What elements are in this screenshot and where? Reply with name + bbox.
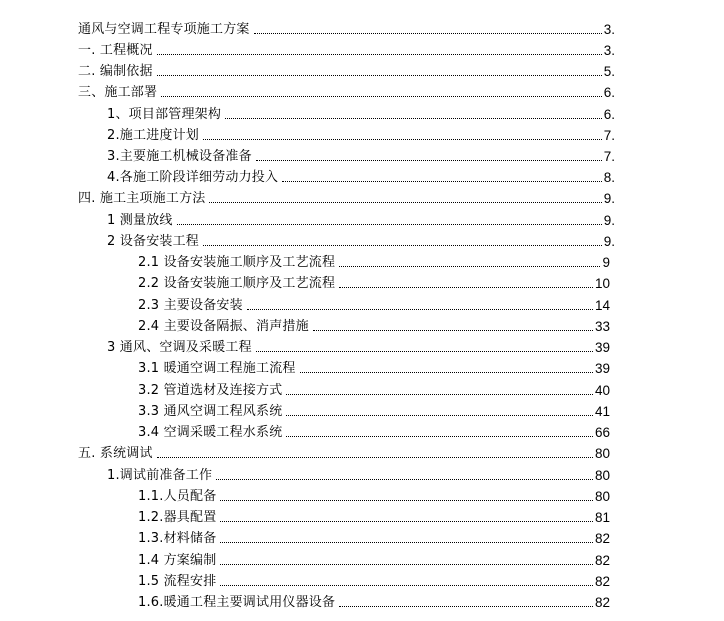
- dot-leader: [286, 436, 593, 437]
- toc-entry[interactable]: [107, 145, 615, 165]
- toc-entry-title: 3.主要施工机械设备准备: [107, 149, 252, 164]
- toc-entry-page: 8.: [603, 170, 615, 185]
- dot-leader: [247, 309, 593, 310]
- dot-leader: [339, 266, 600, 267]
- dot-leader: [286, 394, 593, 395]
- toc-entry-title: 3.2 管道选材及连接方式: [138, 383, 283, 398]
- toc-entry-page: 9: [602, 255, 610, 270]
- toc-entry-title: 二. 编制依据: [78, 64, 153, 79]
- toc-entry-page: 9.: [603, 191, 615, 206]
- toc-entry-title: 2.1 设备安装施工顺序及工艺流程: [138, 255, 336, 270]
- toc-entry-page: 7.: [603, 128, 615, 143]
- dot-leader: [220, 500, 593, 501]
- toc-entry[interactable]: [78, 39, 615, 59]
- toc-entry-title: 3.4 空调采暖工程水系统: [138, 425, 283, 440]
- toc-entry[interactable]: [107, 209, 615, 229]
- dot-leader: [209, 202, 601, 203]
- toc-entry-title: 2.3 主要设备安装: [138, 298, 243, 313]
- toc-entry[interactable]: [138, 527, 610, 547]
- toc-entry[interactable]: [78, 60, 615, 80]
- toc-entry[interactable]: [78, 81, 615, 101]
- dot-leader: [203, 245, 602, 246]
- dot-leader: [177, 224, 602, 225]
- toc-entry[interactable]: [107, 124, 615, 144]
- dot-leader: [339, 287, 593, 288]
- toc-entry-page: 82: [594, 574, 610, 589]
- dot-leader: [300, 372, 593, 373]
- dot-leader: [286, 415, 593, 416]
- toc-entry-page: 10: [594, 276, 610, 291]
- dot-leader: [256, 351, 593, 352]
- toc-entry[interactable]: [138, 485, 610, 505]
- dot-leader: [157, 75, 602, 76]
- toc-entry-page: 82: [594, 595, 610, 610]
- dot-leader: [157, 54, 602, 55]
- toc-entry-page: 40: [594, 383, 610, 398]
- toc-entry-page: 7.: [603, 149, 615, 164]
- toc-entry-page: 39: [594, 361, 610, 376]
- toc-entry[interactable]: [138, 549, 610, 569]
- toc-entry[interactable]: [138, 591, 610, 611]
- toc-entry-page: 6.: [603, 85, 615, 100]
- toc-entry[interactable]: [138, 379, 610, 399]
- toc-entry-page: 5.: [603, 64, 615, 79]
- toc-entry-page: 81: [594, 510, 610, 525]
- dot-leader: [225, 118, 602, 119]
- toc-entry-title: 三、施工部署: [78, 85, 158, 100]
- dot-leader: [339, 606, 593, 607]
- toc-entry-page: 82: [594, 531, 610, 546]
- toc-entry-page: 80: [594, 489, 610, 504]
- dot-leader: [157, 457, 593, 458]
- toc-entry[interactable]: [138, 294, 610, 314]
- toc-entry-title: 3.1 暖通空调工程施工流程: [138, 361, 296, 376]
- toc-entry[interactable]: [107, 230, 615, 250]
- toc-entry-title: 1 测量放线: [107, 213, 173, 228]
- toc-entry-page: 82: [594, 553, 610, 568]
- toc-entry-title: 一. 工程概况: [78, 43, 153, 58]
- toc-entry[interactable]: [138, 506, 610, 526]
- toc-entry-page: 33: [594, 319, 610, 334]
- dot-leader: [161, 96, 602, 97]
- toc-entry[interactable]: [138, 315, 610, 335]
- dot-leader: [256, 160, 602, 161]
- toc-entry-title: 1.6.暖通工程主要调试用仪器设备: [138, 595, 336, 610]
- dot-leader: [220, 564, 593, 565]
- toc-entry-title: 2.4 主要设备隔振、消声措施: [138, 319, 309, 334]
- toc-entry-page: 6.: [603, 107, 615, 122]
- toc-entry-page: 3.: [603, 43, 615, 58]
- toc-entry[interactable]: [138, 272, 610, 292]
- toc-entry-title: 3.3 通风空调工程风系统: [138, 404, 283, 419]
- toc-entry[interactable]: [107, 336, 610, 356]
- toc-entry-page: 3.: [603, 22, 615, 37]
- toc-entry-title: 1.2.器具配置: [138, 510, 217, 525]
- dot-leader: [220, 521, 593, 522]
- toc-entry-title: 4.各施工阶段详细劳动力投入: [107, 170, 279, 185]
- toc-entry[interactable]: [138, 251, 610, 271]
- toc-entry-title: 1.4 方案编制: [138, 553, 217, 568]
- toc-entry-title: 1.1.人员配备: [138, 489, 217, 504]
- dot-leader: [282, 181, 602, 182]
- dot-leader: [254, 33, 602, 34]
- dot-leader: [313, 330, 593, 331]
- toc-entry[interactable]: [138, 357, 610, 377]
- dot-leader: [203, 139, 602, 140]
- toc-entry-page: 39: [594, 340, 610, 355]
- toc-entry-title: 3 通风、空调及采暖工程: [107, 340, 252, 355]
- dot-leader: [220, 542, 593, 543]
- dot-leader: [216, 479, 593, 480]
- toc-entry-title: 2.施工进度计划: [107, 128, 200, 143]
- toc-entry-page: 41: [594, 404, 610, 419]
- toc-entry-title: 1.5 流程安排: [138, 574, 217, 589]
- toc-entry[interactable]: [107, 464, 610, 484]
- toc-entry[interactable]: [138, 400, 610, 420]
- toc-entry-title: 四. 施工主项施工方法: [78, 191, 206, 206]
- toc-entry[interactable]: [78, 442, 610, 462]
- toc-entry[interactable]: [78, 18, 615, 38]
- toc-entry-title: 2.2 设备安装施工顺序及工艺流程: [138, 276, 336, 291]
- toc-entry-title: 五. 系统调试: [78, 446, 153, 461]
- toc-entry-page: 9.: [603, 213, 615, 228]
- toc-entry-page: 80: [594, 446, 610, 461]
- toc-entry-title: 2 设备安装工程: [107, 234, 200, 249]
- toc-entry-title: 通风与空调工程专项施工方案: [78, 22, 250, 37]
- toc-entry-page: 14: [594, 298, 610, 313]
- toc-entry-page: 66: [594, 425, 610, 440]
- toc-entry-title: 1.调试前准备工作: [107, 468, 213, 483]
- toc-entry-title: 1、项目部管理架构: [107, 107, 222, 122]
- toc-entry[interactable]: [107, 103, 615, 123]
- toc-entry-page: 9.: [603, 234, 615, 249]
- toc-entry[interactable]: [78, 187, 615, 207]
- toc-entry[interactable]: [138, 570, 610, 590]
- toc-entry-page: 80: [594, 468, 610, 483]
- toc-entry[interactable]: [107, 166, 615, 186]
- dot-leader: [220, 585, 593, 586]
- toc-entry[interactable]: [138, 421, 610, 441]
- toc-entry-title: 1.3.材料储备: [138, 531, 217, 546]
